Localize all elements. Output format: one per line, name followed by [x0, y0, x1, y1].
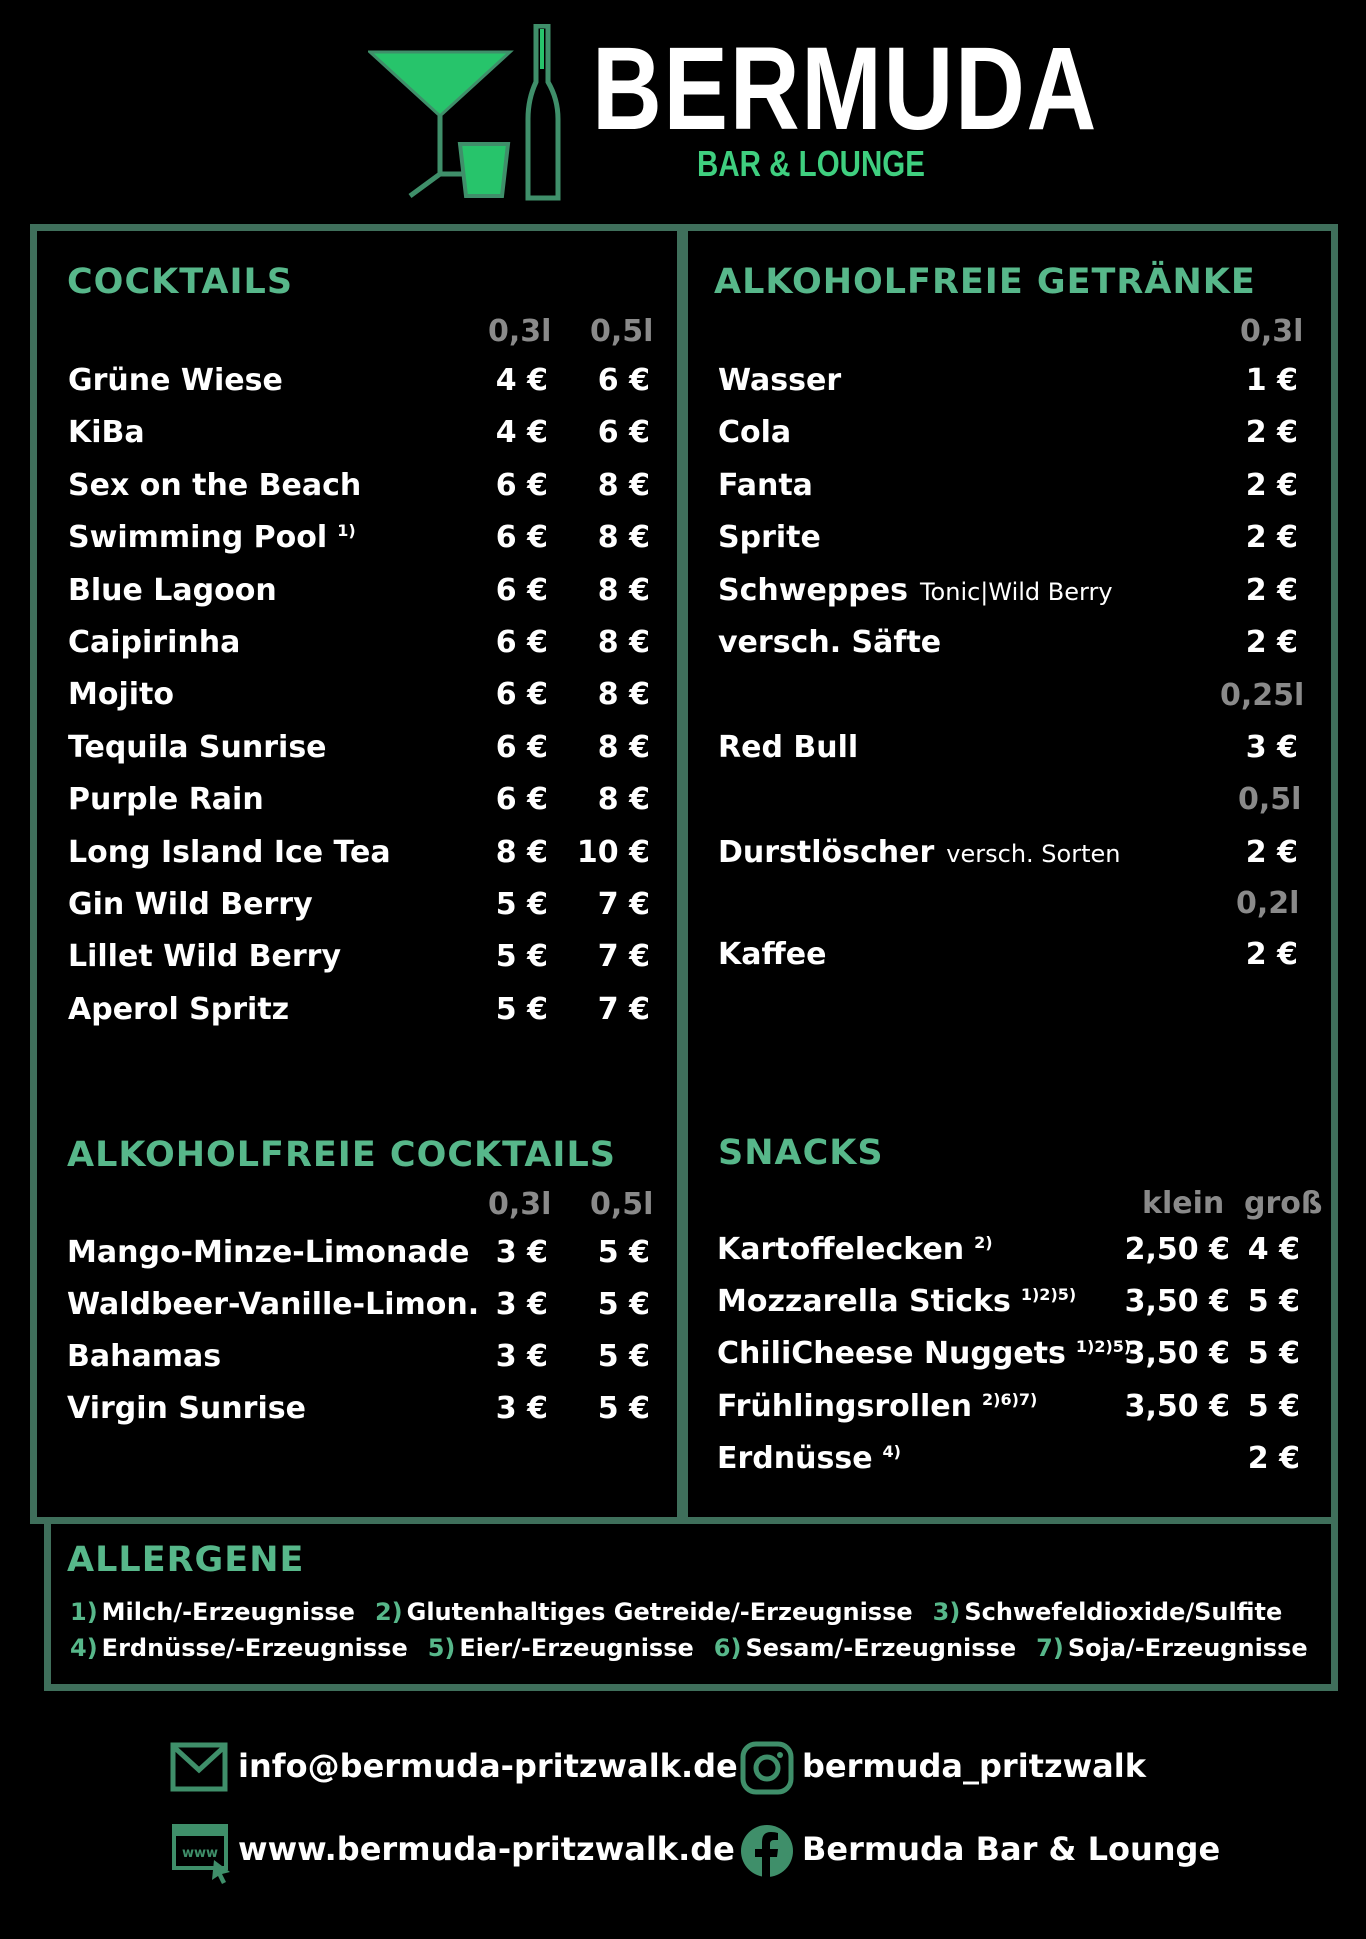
snacks-col-large: groß [1244, 1186, 1323, 1221]
instagram-icon [740, 1741, 794, 1795]
list-item [68, 782, 650, 822]
item-price: 5 € [495, 887, 548, 922]
allergen-item [70, 1598, 355, 1626]
allergens-line-2 [70, 1634, 1328, 1662]
soft-drinks-size-025: 0,25l [1220, 678, 1305, 713]
mocktails-col-small: 0,3l [488, 1187, 552, 1222]
item-name: Kaffee [718, 937, 827, 972]
cocktail-logo-icon [368, 24, 568, 202]
list-item [68, 835, 650, 875]
allergen-item [714, 1634, 1016, 1662]
allergen-text: Eier/-Erzeugnisse [459, 1634, 694, 1662]
item-price: 6 € [495, 520, 548, 556]
instagram-link[interactable]: bermuda_pritzwalk [802, 1747, 1146, 1785]
item-name: Grüne Wiese [68, 363, 283, 398]
item-name: Swimming Pool $^{1)}$ [68, 520, 356, 556]
soft-drinks-size-05: 0,5l [1238, 782, 1302, 817]
allergen-ref: 4) [882, 1441, 901, 1461]
allergens-line-1 [70, 1598, 1302, 1626]
item-price: 2 € [1247, 1440, 1300, 1476]
allergen-text: Schwefeldioxide/Sulfite [964, 1598, 1283, 1626]
allergen-ref: 1)2)5) [1020, 1285, 1077, 1305]
list-item [67, 1235, 650, 1275]
item-name: Kartoffelecken $^{2)}$ [717, 1232, 993, 1267]
item-price: 6 € [597, 415, 650, 451]
item-price: 3 € [1245, 730, 1298, 765]
item-price: 7 € [597, 991, 650, 1027]
list-item [68, 468, 650, 508]
cocktails-title: COCKTAILS [67, 262, 294, 302]
item-price: 2 € [1245, 415, 1298, 451]
item-price: 6 € [495, 782, 548, 818]
item-price: 5 € [1247, 1336, 1300, 1372]
list-item [718, 573, 1298, 613]
item-price: 3 € [495, 1235, 548, 1270]
snacks-col-small: klein [1142, 1186, 1225, 1221]
item-name: Aperol Spritz [68, 991, 290, 1027]
item-name: Lillet Wild Berry [68, 939, 342, 975]
list-item [717, 1232, 1300, 1272]
item-price: 3 € [495, 1391, 548, 1426]
list-item [68, 730, 650, 770]
list-item [717, 1441, 1300, 1481]
item-price: 3,50 € [1124, 1388, 1230, 1424]
allergen-ref: 2)6)7) [982, 1389, 1038, 1409]
facebook-link[interactable]: Bermuda Bar & Lounge [802, 1830, 1221, 1868]
item-price: 6 € [495, 572, 548, 608]
item-price: 1 € [1245, 363, 1298, 398]
item-price: 2 € [1245, 572, 1298, 608]
allergen-number: 7) [1036, 1634, 1064, 1662]
item-name: Schweppes Tonic|Wild Berry [718, 572, 1113, 608]
item-price: 5 € [495, 939, 548, 975]
soft-drinks-size-02: 0,2l [1236, 886, 1300, 921]
item-price: 3 € [495, 1339, 548, 1374]
allergen-item [70, 1634, 408, 1662]
item-price: 5 € [597, 1235, 650, 1270]
item-price: 2 € [1245, 625, 1298, 660]
item-price: 5 € [597, 1391, 650, 1426]
item-price: 2,50 € [1124, 1232, 1230, 1267]
website-icon-label: www [181, 1846, 219, 1861]
allergen-item [1036, 1634, 1308, 1662]
allergen-ref: 1) [337, 521, 356, 541]
allergen-number: 5) [427, 1634, 456, 1662]
item-price: 8 € [597, 467, 650, 503]
allergen-text: Soja/-Erzeugnisse [1067, 1634, 1308, 1662]
list-item [68, 939, 650, 979]
list-item [67, 1391, 650, 1431]
item-name: Virgin Sunrise [67, 1391, 306, 1426]
item-name: Blue Lagoon [68, 572, 277, 608]
item-price: 6 € [495, 677, 548, 713]
item-name: Bahamas [67, 1339, 222, 1374]
item-price: 6 € [495, 625, 548, 660]
item-price: 8 € [597, 572, 650, 608]
list-item [68, 625, 650, 665]
list-item [718, 730, 1298, 770]
allergen-number: 3) [932, 1598, 961, 1626]
item-price: 5 € [597, 1339, 650, 1374]
item-name: Durstlöscher versch. Sorten [718, 835, 1121, 870]
website-link[interactable]: www.bermuda-pritzwalk.de [238, 1830, 735, 1868]
item-price: 6 € [495, 467, 548, 503]
item-price: 5 € [597, 1287, 650, 1322]
item-name: Sprite [718, 520, 821, 556]
item-price: 4 € [495, 415, 548, 451]
allergen-text: Milch/-Erzeugnisse [101, 1598, 355, 1626]
soft-drinks-size-03: 0,3l [1240, 314, 1304, 349]
allergen-number: 4) [70, 1634, 98, 1662]
list-item [717, 1389, 1300, 1429]
item-price: 8 € [597, 625, 650, 660]
brand-subtitle: BAR & LOUNGE [697, 143, 925, 184]
brand-title: BERMUDA [592, 23, 1099, 155]
item-price: 2 € [1245, 467, 1298, 503]
item-name: Erdnüsse $^{4)}$ [717, 1440, 901, 1476]
allergen-number: 1) [70, 1598, 98, 1626]
list-item [67, 1339, 650, 1379]
allergen-text: Sesam/-Erzeugnisse [745, 1634, 1017, 1662]
item-note: versch. Sorten [946, 840, 1121, 868]
mocktails-title: ALKOHOLFREIE COCKTAILS [67, 1135, 616, 1175]
item-name: Cola [718, 415, 792, 451]
cocktails-col-small: 0,3l [488, 314, 552, 349]
item-price: 6 € [495, 729, 548, 765]
mocktails-col-large: 0,5l [590, 1187, 654, 1222]
item-name: Wasser [718, 363, 842, 398]
list-item [717, 1284, 1300, 1324]
item-price: 5 € [1247, 1284, 1300, 1320]
item-price: 4 € [495, 363, 548, 398]
list-item [718, 835, 1298, 875]
allergen-number: 2) [374, 1598, 403, 1626]
allergens-title: ALLERGENE [67, 1540, 305, 1580]
mail-icon [170, 1742, 228, 1792]
item-price: 5 € [1247, 1388, 1300, 1424]
list-item [718, 468, 1298, 508]
item-name: ChiliCheese Nuggets $^{1)2)5)}$ [717, 1336, 1132, 1372]
item-name: Frühlingsrollen $^{2)6)7)}$ [717, 1388, 1038, 1424]
list-item [68, 415, 650, 455]
list-item [68, 887, 650, 927]
email-link[interactable]: info@bermuda-pritzwalk.de [238, 1747, 738, 1785]
item-price: 6 € [597, 363, 650, 398]
item-name: Sex on the Beach [68, 467, 362, 503]
allergen-ref: 2) [974, 1233, 993, 1252]
item-name: Tequila Sunrise [68, 729, 327, 765]
item-price: 8 € [597, 729, 650, 765]
list-item [68, 363, 650, 403]
item-name: Red Bull [718, 730, 859, 765]
item-name: Gin Wild Berry [68, 887, 313, 922]
item-name: versch. Säfte [718, 625, 942, 660]
allergen-ref: 1)2)5) [1075, 1337, 1132, 1357]
allergen-text: Glutenhaltiges Getreide/-Erzeugnisse [406, 1598, 913, 1626]
list-item [718, 415, 1298, 455]
soft-drinks-title: ALKOHOLFREIE GETRÄNKE [714, 262, 1256, 302]
item-price: 8 € [597, 677, 650, 713]
item-name: Waldbeer-Vanille-Limon. [67, 1287, 480, 1322]
list-item [718, 520, 1298, 560]
snacks-title: SNACKS [718, 1133, 884, 1173]
list-item [68, 573, 650, 613]
item-price: 4 € [1247, 1232, 1300, 1267]
list-item [718, 937, 1298, 977]
item-name: Long Island Ice Tea [68, 834, 391, 870]
item-price: 8 € [597, 520, 650, 556]
list-item [68, 520, 650, 560]
allergen-number: 6) [713, 1634, 742, 1662]
item-price: 8 € [597, 782, 650, 818]
allergen-item [428, 1634, 694, 1662]
column-divider [677, 231, 688, 1517]
item-name: Fanta [718, 467, 813, 503]
item-price: 2 € [1245, 835, 1298, 870]
list-item [718, 363, 1298, 403]
item-name: Mango-Minze-Limonade [67, 1235, 470, 1270]
item-name: Purple Rain [68, 782, 264, 818]
list-item [67, 1287, 650, 1327]
list-item [68, 677, 650, 717]
item-price: 8 € [495, 834, 548, 870]
item-name: Mozzarella Sticks $^{1)2)5)}$ [717, 1284, 1077, 1320]
cocktails-col-large: 0,5l [590, 314, 654, 349]
allergen-text: Erdnüsse/-Erzeugnisse [101, 1634, 408, 1662]
list-item [718, 625, 1298, 665]
item-price: 5 € [495, 991, 548, 1027]
list-item [68, 992, 650, 1032]
website-icon [170, 1822, 234, 1884]
item-price: 2 € [1245, 520, 1298, 556]
item-price: 2 € [1245, 937, 1298, 972]
item-price: 3,50 € [1124, 1336, 1230, 1372]
allergen-item [375, 1598, 913, 1626]
facebook-icon [740, 1824, 794, 1878]
item-price: 7 € [597, 939, 650, 975]
item-name: KiBa [68, 415, 145, 451]
list-item [717, 1336, 1300, 1376]
item-price: 3,50 € [1124, 1284, 1230, 1320]
item-name: Caipirinha [68, 625, 241, 660]
item-price: 7 € [597, 887, 650, 922]
item-name: Mojito [68, 677, 174, 713]
item-price: 3 € [495, 1287, 548, 1322]
item-note: Tonic|Wild Berry [919, 577, 1113, 606]
item-price: 10 € [576, 834, 650, 870]
allergen-item [933, 1598, 1283, 1626]
